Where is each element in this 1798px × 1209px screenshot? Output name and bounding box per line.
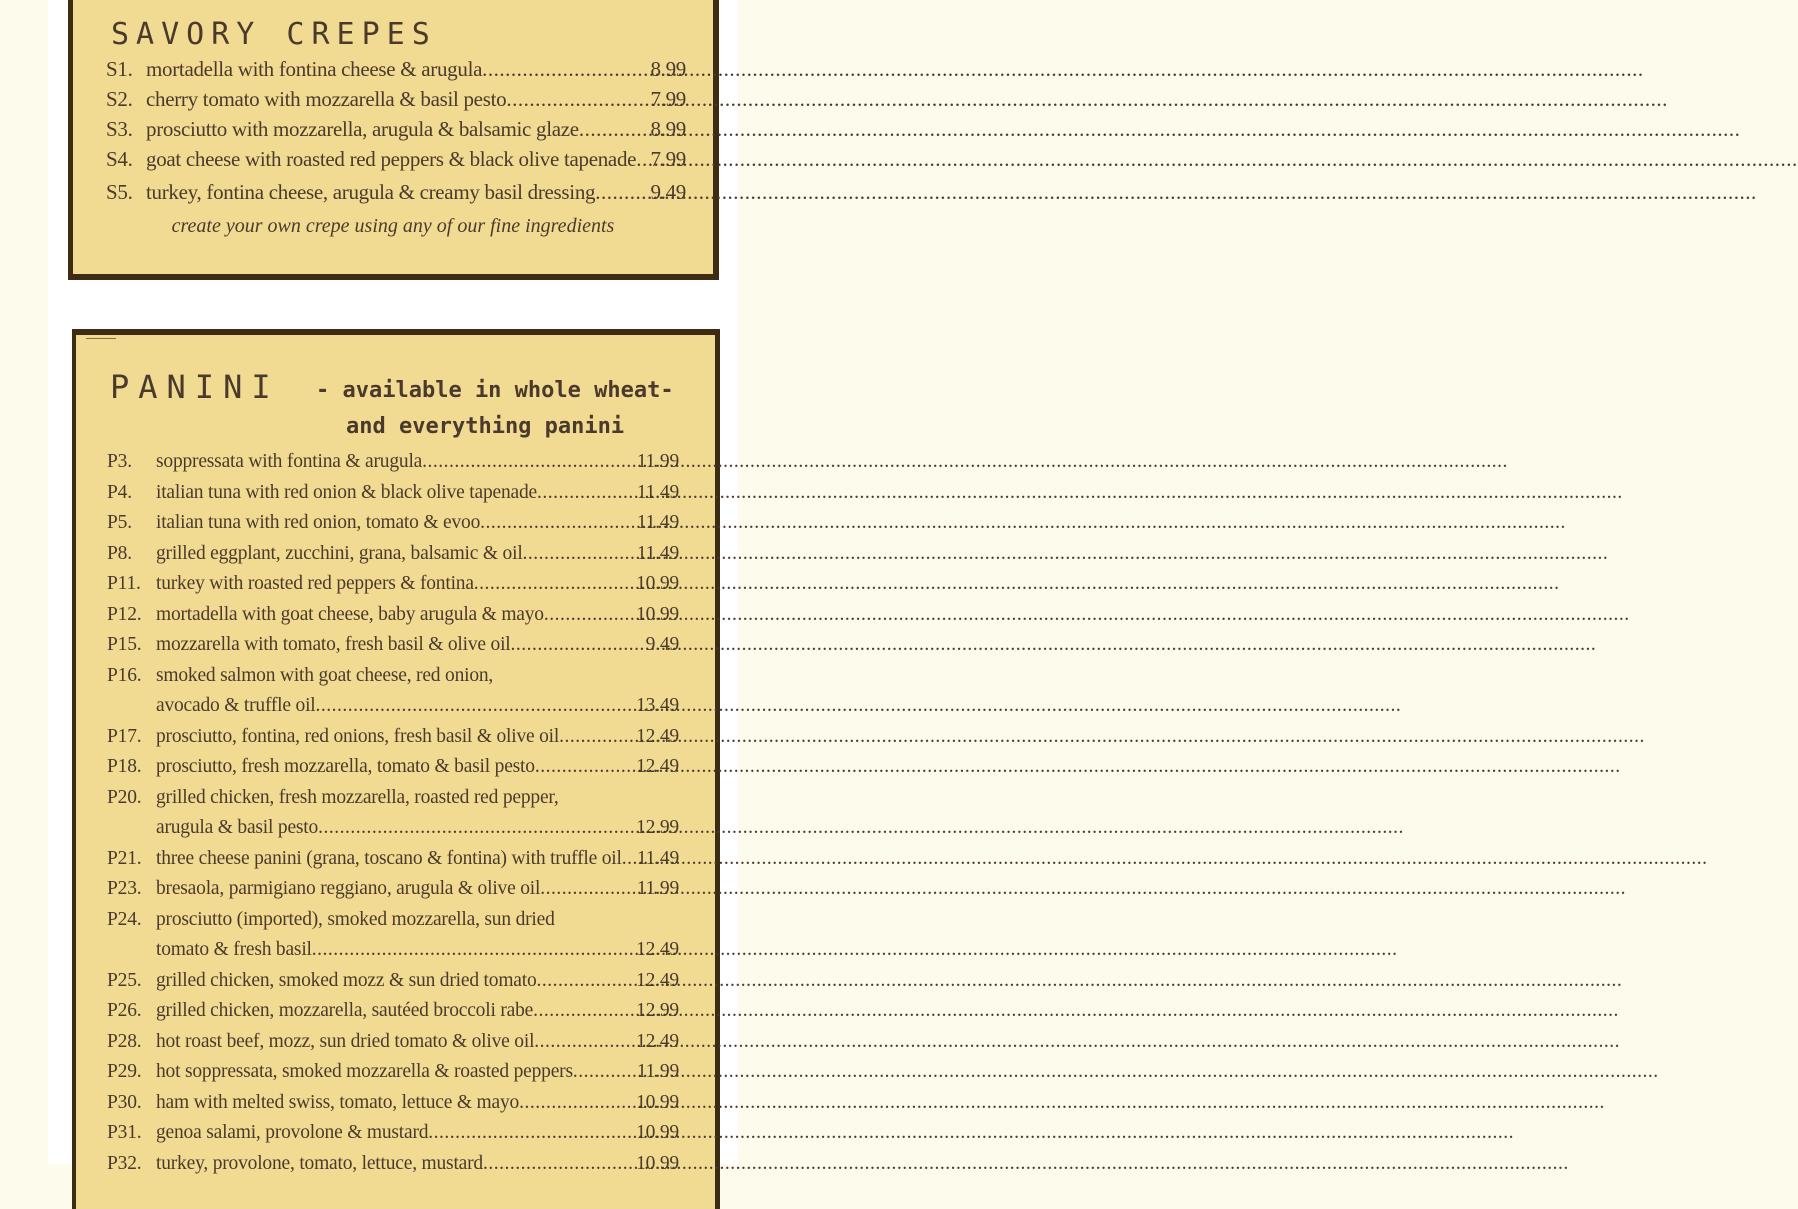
item-code: S5.	[106, 180, 133, 204]
item-code: P21.	[107, 847, 142, 869]
item-description: hot roast beef, mozz, sun dried tomato & olive oil	[156, 1030, 535, 1052]
item-price: 12.99	[636, 817, 679, 838]
item-body	[156, 447, 679, 478]
item-body	[146, 144, 686, 174]
item-description: soppressata with fontina & arugula	[156, 451, 423, 472]
item-price: 10.99	[636, 1122, 679, 1143]
crepe-item	[106, 114, 686, 144]
item-description: arugula & basil pesto	[156, 817, 319, 838]
dot-leader	[535, 752, 636, 783]
item-code: P23.	[107, 878, 142, 899]
item-price: 10.99	[636, 1091, 679, 1113]
panini-item	[107, 722, 679, 753]
item-line	[156, 722, 679, 753]
item-body	[156, 783, 679, 844]
item-price: 11.99	[636, 451, 679, 472]
item-price: 7.99	[650, 147, 686, 171]
panini-item	[107, 539, 679, 570]
item-price: 12.49	[636, 756, 679, 777]
dot-leader	[483, 1149, 636, 1180]
item-price: 12.49	[636, 725, 679, 747]
item-line	[146, 114, 686, 144]
panini-subtitle	[316, 373, 674, 445]
item-description: genoa salami, provolone & mustard	[156, 1122, 429, 1143]
item-body	[156, 1057, 679, 1088]
panini-item	[107, 447, 679, 478]
item-body	[156, 569, 679, 600]
panini-subtitle-line1: - available in whole wheat-	[316, 378, 674, 403]
item-line	[156, 691, 679, 722]
dot-leader	[534, 1027, 636, 1058]
item-description: italian tuna with red onion & black olive tapenade	[156, 481, 537, 503]
item-code: P8.	[107, 542, 132, 564]
dot-leader	[537, 966, 637, 997]
dot-leader	[595, 174, 650, 210]
item-body	[156, 1149, 679, 1180]
item-code: P31.	[107, 1122, 142, 1143]
item-line	[156, 935, 679, 966]
dot-leader	[428, 1118, 636, 1149]
item-line	[156, 1149, 679, 1180]
dot-leader	[523, 539, 637, 570]
dot-leader	[506, 84, 650, 114]
item-code: P25.	[107, 969, 142, 991]
item-description-line1: grilled chicken, fresh mozzarella, roasted red pepper,	[156, 786, 559, 808]
item-line	[156, 600, 679, 631]
dot-leader	[579, 114, 651, 144]
dot-leader	[474, 569, 636, 600]
dot-leader	[316, 691, 637, 722]
item-line	[146, 54, 686, 84]
item-code: P12.	[107, 603, 142, 625]
item-description: tomato & fresh basil	[156, 939, 312, 960]
crepe-item	[106, 144, 686, 174]
dot-leader	[480, 508, 637, 539]
item-price: 11.99	[636, 1061, 679, 1082]
savory-crepes-list	[106, 54, 686, 210]
panini-item	[107, 1118, 679, 1149]
dot-leader	[482, 54, 650, 84]
item-code: P3.	[107, 451, 132, 472]
item-code: P5.	[107, 512, 132, 533]
panini-item	[107, 1057, 679, 1088]
panini-item	[107, 844, 679, 875]
item-body	[156, 478, 679, 509]
panini-item	[107, 752, 679, 783]
item-code: P20.	[107, 786, 142, 808]
item-line	[156, 966, 679, 997]
item-description: mozzarella with tomato, fresh basil & olive oil	[156, 634, 511, 655]
dot-leader	[511, 630, 646, 661]
item-description: avocado & truffle oil	[156, 695, 316, 716]
item-price: 10.99	[636, 1152, 679, 1174]
item-price: 9.49	[645, 634, 679, 655]
item-line	[156, 478, 679, 509]
item-price: 10.99	[636, 573, 679, 594]
item-body	[156, 752, 679, 783]
item-description: mortadella with fontina cheese & arugula	[146, 57, 483, 81]
item-body	[146, 174, 686, 210]
dot-leader	[519, 1088, 636, 1119]
item-line	[156, 1118, 679, 1149]
item-code: P29.	[107, 1061, 142, 1082]
panini-title: PANINI	[110, 368, 280, 406]
crepe-item	[106, 54, 686, 84]
item-description: goat cheese with roasted red peppers & black olive tapenade	[146, 147, 637, 171]
item-line	[156, 569, 679, 600]
item-line	[156, 1088, 679, 1119]
item-description: mortadella with goat cheese, baby arugula & mayo	[156, 603, 544, 625]
dot-leader	[540, 874, 637, 905]
item-line	[156, 539, 679, 570]
item-description: prosciutto, fresh mozzarella, tomato & basil pesto	[156, 756, 535, 777]
item-price: 11.49	[636, 847, 679, 869]
item-description: ham with melted swiss, tomato, lettuce & mayo	[156, 1091, 520, 1113]
panini-panel	[72, 329, 720, 1209]
item-code: S2.	[106, 87, 133, 111]
item-description: grilled chicken, smoked mozz & sun dried tomato	[156, 969, 537, 991]
dot-leader	[573, 1057, 637, 1088]
panini-item	[107, 630, 679, 661]
item-line	[146, 174, 686, 210]
item-description: italian tuna with red onion, tomato & evoo	[156, 512, 481, 533]
item-line	[156, 508, 679, 539]
item-price: 10.99	[636, 603, 679, 625]
panini-subtitle-line2: and everything panini	[346, 414, 625, 439]
item-price: 13.49	[636, 695, 679, 716]
item-price: 11.49	[636, 542, 679, 564]
item-body	[156, 1027, 679, 1058]
panini-item	[107, 508, 679, 539]
item-body	[156, 722, 679, 753]
crepe-item	[106, 174, 686, 210]
item-line	[156, 752, 679, 783]
item-description: cherry tomato with mozzarella & basil pesto	[146, 87, 507, 111]
item-code: S1.	[106, 57, 133, 81]
item-body	[156, 905, 679, 966]
item-price: 8.99	[650, 117, 686, 141]
item-code: P11.	[107, 573, 141, 594]
item-price: 7.99	[650, 87, 686, 111]
item-price: 8.99	[650, 57, 686, 81]
dot-leader	[318, 813, 636, 844]
panini-item	[107, 661, 679, 722]
item-description-line1: smoked salmon with goat cheese, red onion,	[156, 664, 494, 686]
item-body	[156, 600, 679, 631]
crepe-item	[106, 84, 686, 114]
panini-item	[107, 996, 679, 1027]
item-description: turkey, provolone, tomato, lettuce, mustard	[156, 1152, 483, 1174]
item-price: 11.99	[636, 878, 679, 899]
item-price: 12.49	[636, 1030, 679, 1052]
item-line	[156, 447, 679, 478]
item-body	[156, 1088, 679, 1119]
item-body	[146, 84, 686, 114]
dot-leader	[533, 996, 636, 1027]
dot-leader	[537, 478, 637, 509]
item-line	[156, 813, 679, 844]
item-description: prosciutto, fontina, red onions, fresh basil & olive oil	[156, 725, 560, 747]
dot-leader	[559, 722, 636, 753]
item-description: three cheese panini (grana, toscano & fontina) with truffle oil	[156, 847, 622, 869]
item-code: S3.	[106, 117, 133, 141]
panini-item	[107, 569, 679, 600]
item-line	[156, 844, 679, 875]
item-code: P30.	[107, 1091, 142, 1113]
item-code: P24.	[107, 908, 142, 930]
dot-leader	[636, 144, 650, 174]
item-body	[156, 844, 679, 875]
item-line	[156, 996, 679, 1027]
item-description-line1: prosciutto (imported), smoked mozzarella, sun dried	[156, 908, 555, 930]
item-body	[156, 630, 679, 661]
item-description: bresaola, parmigiano reggiano, arugula & olive oil	[156, 878, 541, 899]
panini-item	[107, 783, 679, 844]
item-body	[156, 966, 679, 997]
crepes-note: create your own crepe using any of our fine ingredients	[171, 215, 615, 237]
item-description: grilled chicken, mozzarella, sautéed broccoli rabe	[156, 1000, 534, 1021]
item-code: P16.	[107, 664, 142, 686]
item-line	[156, 874, 679, 905]
item-price: 12.99	[636, 1000, 679, 1021]
item-body	[146, 114, 686, 144]
item-code: P26.	[107, 1000, 142, 1021]
panini-item	[107, 1088, 679, 1119]
item-body	[156, 539, 679, 570]
savory-crepes-panel	[68, 0, 719, 280]
dot-leader	[544, 600, 636, 631]
panini-item	[107, 478, 679, 509]
item-code: P28.	[107, 1030, 142, 1052]
savory-crepes-title: SAVORY CREPES	[111, 17, 437, 52]
item-code: P18.	[107, 756, 142, 777]
item-body	[156, 874, 679, 905]
item-description: turkey with roasted red peppers & fontina	[156, 573, 474, 594]
item-code: S4.	[106, 147, 133, 171]
item-body	[146, 54, 686, 84]
panini-item	[107, 874, 679, 905]
item-body	[156, 996, 679, 1027]
item-code: P32.	[107, 1152, 142, 1174]
item-body	[156, 1118, 679, 1149]
item-body	[156, 661, 679, 722]
item-price: 12.49	[636, 969, 679, 991]
item-line	[156, 1027, 679, 1058]
panini-item	[107, 905, 679, 966]
panini-list	[107, 447, 679, 1179]
item-line	[146, 84, 686, 114]
dot-leader	[312, 935, 636, 966]
item-body	[156, 508, 679, 539]
item-description: prosciutto with mozzarella, arugula & balsamic glaze	[146, 117, 579, 141]
item-price: 11.49	[636, 481, 679, 503]
item-price: 12.49	[636, 939, 679, 960]
item-description: turkey, fontina cheese, arugula & creamy basil dressing	[146, 180, 596, 204]
dot-leader	[622, 844, 637, 875]
item-code: P15.	[107, 634, 142, 655]
panini-item	[107, 600, 679, 631]
item-description: grilled eggplant, zucchini, grana, balsamic & oil	[156, 542, 523, 564]
item-line	[146, 144, 686, 174]
item-code: P4.	[107, 481, 132, 503]
panini-item	[107, 1027, 679, 1058]
item-line	[156, 630, 679, 661]
item-line	[156, 1057, 679, 1088]
item-price: 9.49	[650, 180, 686, 204]
item-description: hot soppressata, smoked mozzarella & roasted peppers	[156, 1061, 573, 1082]
item-price: 11.49	[636, 512, 679, 533]
dot-leader	[422, 447, 637, 478]
panini-item	[107, 1149, 679, 1180]
item-code: P17.	[107, 725, 142, 747]
panini-item	[107, 966, 679, 997]
panel-corner-rule	[86, 338, 116, 339]
